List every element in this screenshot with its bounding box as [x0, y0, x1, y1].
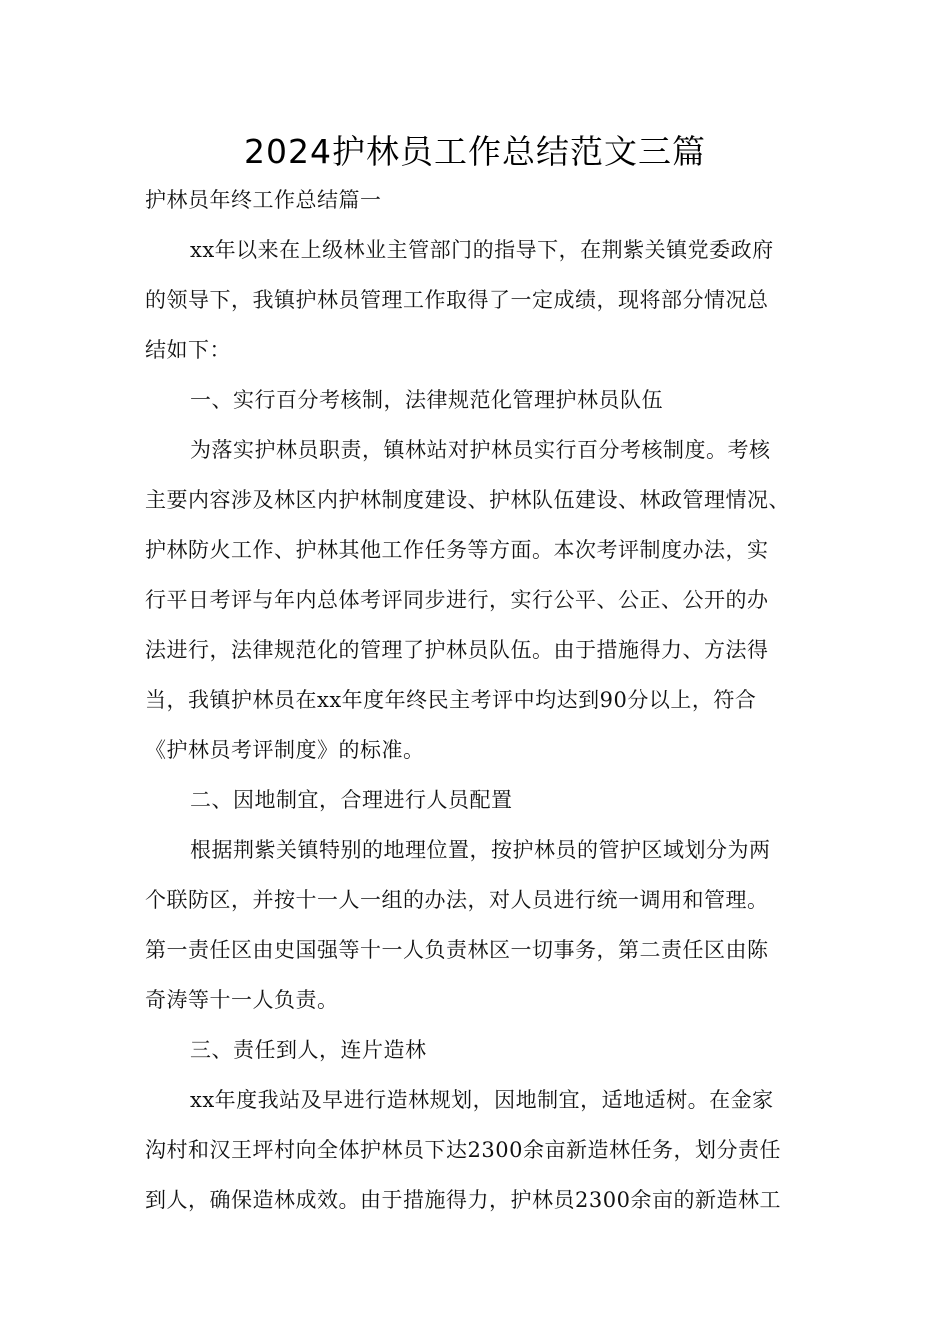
paragraph-line: 护林防火工作、护林其他工作任务等方面。本次考评制度办法，实 [145, 538, 769, 562]
paragraph-line: 奇涛等十一人负责。 [145, 988, 339, 1012]
subsection-heading: 三、责任到人，连片造林 [190, 1038, 427, 1062]
paragraph-line: 个联防区，并按十一人一组的办法，对人员进行统一调用和管理。 [145, 888, 769, 912]
document-title: 2024护林员工作总结范文三篇 [244, 132, 706, 171]
paragraph-line: 法进行，法律规范化的管理了护林员队伍。由于措施得力、方法得 [145, 638, 769, 662]
paragraph-line: 根据荆紫关镇特别的地理位置，按护林员的管护区域划分为两 [190, 838, 771, 862]
paragraph-line: 沟村和汉王坪村向全体护林员下达2300余亩新造林任务，划分责任 [145, 1138, 781, 1162]
subsection-heading: 二、因地制宜，合理进行人员配置 [190, 788, 513, 812]
paragraph-line: 到人，确保造林成效。由于措施得力，护林员2300余亩的新造林工 [145, 1188, 781, 1212]
subsection-heading: 一、实行百分考核制，法律规范化管理护林员队伍 [190, 388, 663, 412]
paragraph-line: 当，我镇护林员在xx年度年终民主考评中均达到90分以上，符合 [145, 688, 757, 712]
paragraph-line: 行平日考评与年内总体考评同步进行，实行公平、公正、公开的办 [145, 588, 769, 612]
section-heading: 护林员年终工作总结篇一 [145, 188, 382, 212]
paragraph-line: 《护林员考评制度》的标准。 [145, 738, 425, 762]
paragraph-line: 的领导下，我镇护林员管理工作取得了一定成绩，现将部分情况总 [145, 288, 769, 312]
paragraph-line: 结如下： [145, 338, 231, 362]
paragraph-line: xx年度我站及早进行造林规划，因地制宜，适地适树。在金家 [190, 1088, 774, 1112]
paragraph-line: 第一责任区由史国强等十一人负责林区一切事务，第二责任区由陈 [145, 938, 769, 962]
paragraph-line: 为落实护林员职责，镇林站对护林员实行百分考核制度。考核 [190, 438, 771, 462]
paragraph-line: xx年以来在上级林业主管部门的指导下，在荆紫关镇党委政府 [190, 238, 774, 262]
paragraph-line: 主要内容涉及林区内护林制度建设、护林队伍建设、林政管理情况、 [145, 488, 790, 512]
